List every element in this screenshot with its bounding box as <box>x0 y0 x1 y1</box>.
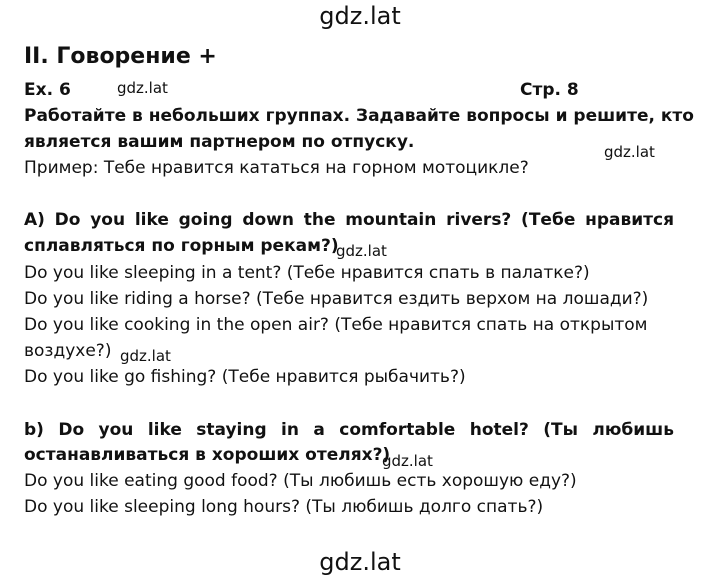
example-line: Пример: Тебе нравится кататься на горном мотоцикле? <box>24 158 529 178</box>
exercise-label: Ex. 6 <box>24 80 71 100</box>
section-b-item: Do you like eating good food? (Ты любишь есть хорошую еду?) <box>24 471 577 491</box>
section-a-item: Do you like riding a horse? (Тебе нравится ездить верхом на лошади?) <box>24 289 649 309</box>
section-a-item: Do you like go fishing? (Тебе нравится рыбачить?) <box>24 367 466 387</box>
section-a-title-line-1: A) Do you like going down the mountain rivers? (Тебе нравится <box>24 210 674 230</box>
watermark-air: gdz.lat <box>120 347 171 365</box>
page-number: Стр. 8 <box>520 80 579 100</box>
watermark-top: gdz.lat <box>319 2 401 30</box>
section-b-item: Do you like sleeping long hours? (Ты любишь долго спать?) <box>24 497 544 517</box>
section-a-item: воздухе?) <box>24 341 112 361</box>
watermark-ex: gdz.lat <box>117 79 168 97</box>
section-a-title-line-2: сплавляться по горным рекам?) <box>24 236 339 256</box>
watermark-bottom: gdz.lat <box>319 548 401 576</box>
section-a-item: Do you like cooking in the open air? (Тебе нравится спать на открытом <box>24 315 648 335</box>
section-b-title-line-1: b) Do you like staying in a comfortable hotel? (Ты любишь <box>24 420 674 440</box>
watermark-section-a: gdz.lat <box>336 242 387 260</box>
watermark-section-b: gdz.lat <box>382 452 433 470</box>
task-line-1: Работайте в небольших группах. Задавайте вопросы и решите, кто <box>24 106 694 126</box>
task-line-2: является вашим партнером по отпуску. <box>24 132 415 152</box>
section-a-item: Do you like sleeping in a tent? (Тебе нравится спать в палатке?) <box>24 263 590 283</box>
watermark-task: gdz.lat <box>604 143 655 161</box>
section-b-title-line-2: останавливаться в хороших отелях?) <box>24 445 391 465</box>
section-heading: II. Говорение + <box>24 44 217 69</box>
